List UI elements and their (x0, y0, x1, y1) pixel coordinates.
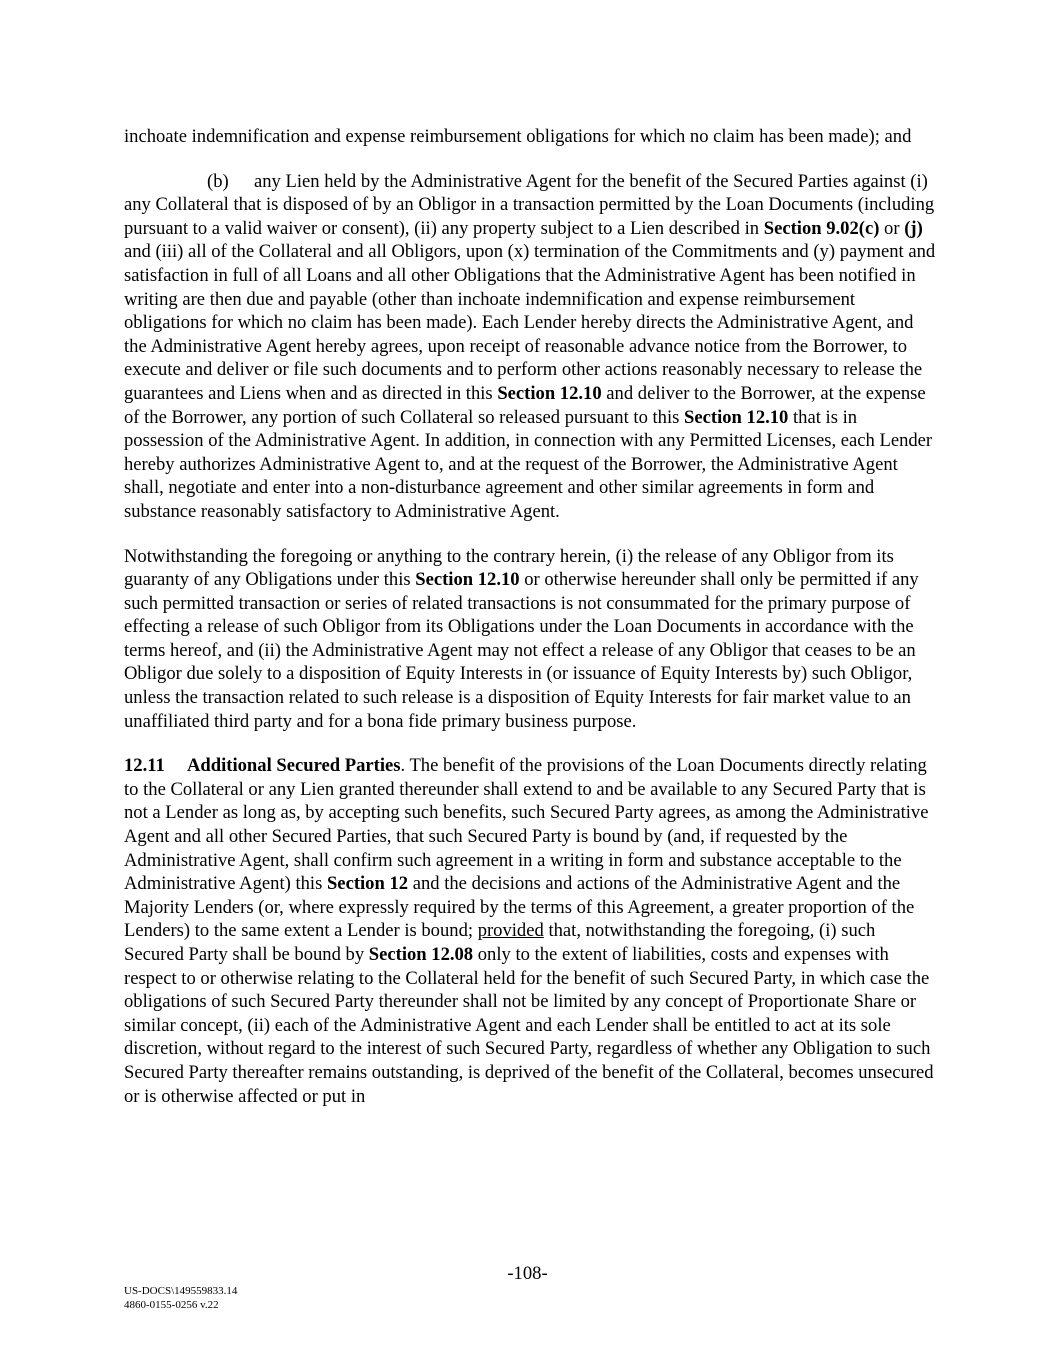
document-identifiers (124, 1284, 237, 1312)
page-number: -108- (507, 1263, 548, 1284)
clause-b-paragraph: (b) any Lien held by the Administrative Agent for the benefit of the Secured Parties against (i) any Collateral that is disposed of by an Obligor in a transaction permitted by the Loan Documents (including pursuant to a valid waiver or consent), (ii) any property subject to a Lien described in Section 9.02(c) or (j) and (iii) all of the Collateral and all Obligors, upon (x) termination of the Commitments and (y) payment and satisfaction in full of all Loans and all other Obligations that the Administrative Agent has been notified in writing are then due and payable (other than inchoate indemnification and expense reimbursement obligations for which no claim has been made). Each Lender hereby directs the Administrative Agent, and the Administrative Agent hereby agrees, upon receipt of reasonable advance notice from the Borrower, to execute and deliver or file such documents and to perform other actions reasonably necessary to release the guarantees and Liens when and as directed in this Section 12.10 and deliver to the Borrower, at the expense of the Borrower, any portion of such Collateral so released pursuant to this Section 12.10 that is in possession of the Administrative Agent. In addition, in connection with any Permitted Licenses, each Lender hereby authorizes Administrative Agent to, and at the request of the Borrower, the Administrative Agent shall, negotiate and enter into a non-disturbance agreement and other similar agreements in form and substance reasonably satisfactory to Administrative Agent. (124, 170, 936, 522)
clause-b-label: (b) (207, 170, 229, 192)
section-reference: Section 12 (326, 873, 409, 895)
doc-id-line: 4860-0155-0256 v.22 (124, 1299, 219, 1311)
section-reference: Section 12.10 (497, 382, 602, 404)
section-number: 12.11 (124, 755, 165, 777)
section-title: Additional Secured Parties (187, 755, 401, 777)
doc-id-line: US-DOCS\149559833.14 (124, 1285, 238, 1297)
section-reference: Section 12.08 (368, 944, 474, 965)
notwithstanding-paragraph: Notwithstanding the foregoing or anything to the contrary herein, (i) the release of any Obligor from its guaranty of any Obligations under this Section 12.10 or otherwise hereunder shall only be permitted if any such permitted transaction or series of related transactions is not consummated for the primary purpose of effecting a release of such Obligor from its Obligations under the Loan Documents in accordance with the terms hereof, and (ii) the Administrative Agent may not effect a release of any Obligor that ceases to be an Obligor due solely to a disposition of Equity Interests in (or issuance of Equity Interests by) such Obligor, unless the transaction related to such release is a disposition of Equity Interests for fair market value to an unaffiliated third party and for a bona fide primary business purpose. (124, 545, 919, 732)
section-reference: Section 12.10 (684, 406, 789, 428)
section-reference: Section 9.02(c) (763, 217, 880, 239)
section-12-11-paragraph: 12.11 Additional Secured Parties. The benefit of the provisions of the Loan Documents directly relating to the Collateral or any Lien granted thereunder shall extend to and be available to any Secured Party that is not a Lender as long as, by accepting such benefits, such Secured Party agrees, as among the Administrative Agent and all other Secured Parties, that such Secured Party is bound by (and, if requested by the Administrative Agent, shall confirm such agreement in a writing in form and substance acceptable to the Administrative Agent) this Section 12 and the decisions and actions of the Administrative Agent and the Majority Lenders (or, where expressly required by the terms of this Agreement, a greater proportion of the Lenders) to the same extent a Lender is bound; provided that, notwithstanding the foregoing, (i) such Secured Party shall be bound by Section 12.08 only to the extent of liabilities, costs and expenses with respect to or otherwise relating to the Collateral held for the benefit of such Secured Party, in which case the obligations of such Secured Party thereunder shall not be limited by any concept of Proportionate Share or similar concept, (ii) each of the Administrative Agent and each Lender shall be entitled to act at its sole discretion, without regard to the interest of such Secured Party, regardless of whether any Obligation to such Secured Party thereafter remains outstanding, is deprived of the benefit of the Collateral, becomes unsecured or is otherwise affected or put in (124, 755, 934, 1107)
section-reference: (j) (904, 217, 923, 239)
paragraph-continuation: inchoate indemnification and expense reimbursement obligations for which no claim has been made); and (124, 126, 912, 147)
document-body (124, 125, 936, 1108)
provided-term: provided (477, 920, 544, 942)
section-reference: Section 12.10 (415, 569, 520, 591)
